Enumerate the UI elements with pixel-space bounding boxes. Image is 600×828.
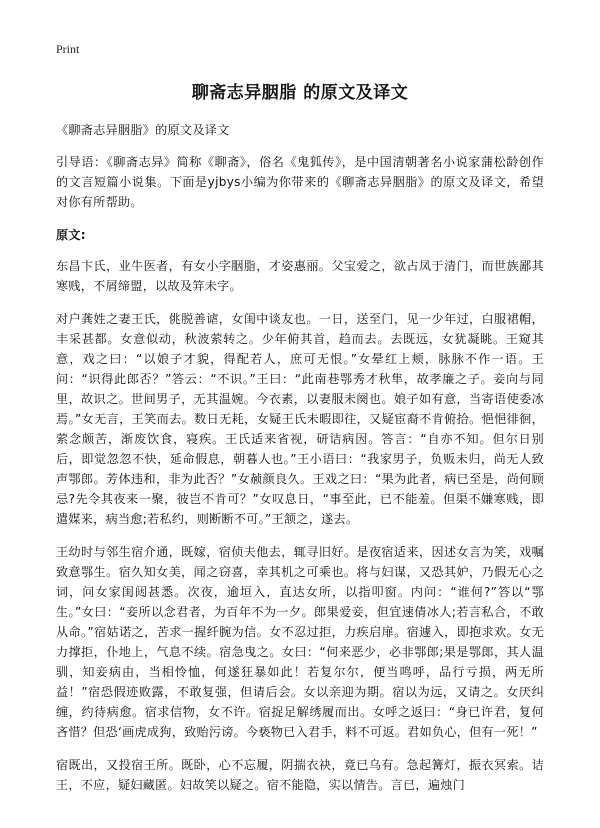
section-heading: 原文: [56, 228, 86, 242]
print-label: Print [56, 42, 80, 56]
article-body [56, 120, 544, 808]
text-paragraph: 对户龚姓之妻王氏，佻脱善谑，女闺中谈友也。一日，送至门，见一少年过，白服裙帽，丰采甚都。女意似动，秋波萦转之。少年俯其首，趋而去。去既远，女犹凝眺。王窥其意，戏之曰：“以娘子才貌，得配若人，庶可无恨。”女晕红上颊，脉脉不作一语。王问：“识得此郎否？”答云：“不识。”王曰：“此南巷鄂秀才秋隼，故孝廉之子。妾向与同里，故识之。世间男子，无其温婉。今衣素，以妻服未阕也。娘子如有意，当寄语使委冰焉。”女无言，王笑而去。数日无耗，女疑王氏未暇即往，又疑宦裔不肯俯拾。悒悒徘徊，萦念颇苦，渐废饮食，寝疾。王氏适来省视，研诘病因。答言：“自亦不知。但尔日别后，即觉忽忽不快，延命假息，朝暮人也。”王小语曰：“我家男子，负贩未归，尚无人致声鄂郎。芳体违和，非为此否？”女赪颜良久。王戏之曰：“果为此者，病已至是，尚何顾忌?先令其夜来一聚，彼岂不肯可？”女叹息日，“事至此，已不能羞。但渠不嫌寒贱，即遣媒来，病当愈;若私约，则断断不可。”王颔之，遂去。 [56, 312, 544, 526]
page-title: 聊斋志异胭脂 的原文及译文 [191, 83, 409, 103]
article-subtitle: 《聊斋志异胭脂》的原文及译文 [56, 123, 230, 137]
text-paragraph: 王幼时与邻生宿介通，既嫁，宿侦夫他去，辄寻旧好。是夜宿适来，因述女言为笑，戏嘱致意鄂生。宿久知女美，闻之窃喜，幸其机之可乘也。将与妇谋，又恐其妒，乃假无心之词，问女家闺闼甚悉。次夜，逾垣入，直达女所，以指叩窗。内问：“谁何?”答以“鄂生。”女曰：“妾所以念君者，为百年不为一夕。郎果爱妾，但宜速倩冰人;若言私合，不敢从命。”宿姑诺之，苦求一握纤腕为信。女不忍过拒，力疾启扉。宿遽入，即抱求欢。女无力撑拒，仆地上，气息不续。宿急曳之。女曰：“何来恶少，必非鄂郎;果是鄂郎，其人温驯，知妾病由，当相怜恤，何遂狂暴如此！若复尔尔，便当鸣呼，品行亏损，两无所益！”宿恐假迹败露，不敢复强，但请后会。女以亲迎为期。宿以为远，又请之。女厌纠缠，约待病愈。宿求信物，女不许。宿捉足解绣履而出。女呼之返曰：“身已许君，复何吝惜？但恐‘画虎成狗，致贻污谤。今亵物已入君手，料不可返。君如负心，但有一死！” [56, 545, 544, 739]
intro-paragraph: 引导语：《聊斋志异》简称《聊斋》，俗名《鬼狐传》，是中国清朝著名小说家蒲松龄创作的文言短篇小说集。下面是yjbys小编为你带来的《聊斋志异胭脂》的原文及译文，希望对你有所帮助。 [56, 155, 544, 209]
text-paragraph: 宿既出，又投宿王所。既卧，心不忘履，阴揣衣袂，竟已乌有。急起篝灯，振衣冥索。诘王，不应，疑妇藏匿。妇故笑以疑之。宿不能隐，实以情告。言已，遍烛门 [56, 758, 544, 792]
text-paragraph: 东昌卞氏，业牛医者，有女小字胭脂，才姿惠丽。父宝爱之，欲占凤于清门，而世族鄙其寒贱，不屑缔盟，以故及笄未字。 [56, 259, 544, 293]
